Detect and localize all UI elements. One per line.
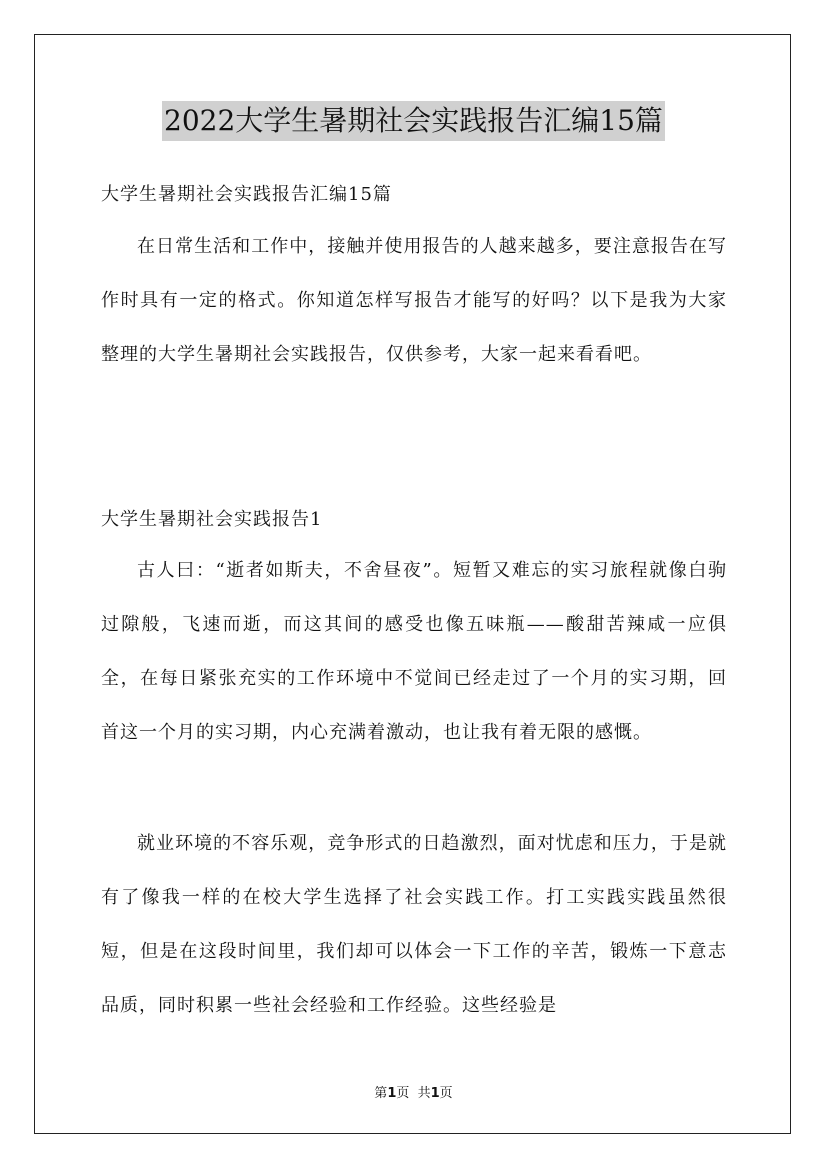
footer-prefix: 第	[374, 1086, 388, 1101]
footer-page-total: 1	[430, 1086, 440, 1101]
document-title: 2022大学生暑期社会实践报告汇编15篇	[162, 101, 665, 141]
section1-paragraph2: 就业环境的不容乐观，竞争形式的日趋激烈，面对忧虑和压力，于是就有了像我一样的在校大学生选择了社会实践工作。打工实践实践虽然很短，但是在这段时间里，我们却可以体会一下工作的辛苦，锻炼一下意志品质，同时积累一些社会经验和工作经验。这些经验是	[101, 833, 727, 1016]
page-footer	[0, 1082, 827, 1101]
section1-paragraph1-block	[101, 544, 727, 760]
intro-paragraph-block	[101, 220, 727, 382]
footer-mid: 页 共	[396, 1086, 431, 1101]
section1-paragraph2-block	[101, 817, 727, 1033]
footer-suffix: 页	[439, 1086, 453, 1101]
section1-heading: 大学生暑期社会实践报告1	[101, 509, 323, 530]
footer-page-current: 1	[387, 1086, 397, 1101]
intro-paragraph: 在日常生活和工作中，接触并使用报告的人越来越多，要注意报告在写作时具有一定的格式。你知道怎样写报告才能写的好吗？以下是我为大家整理的大学生暑期社会实践报告，仅供参考，大家一起来看看吧。	[101, 236, 727, 365]
title-container	[0, 101, 827, 141]
document-subtitle: 大学生暑期社会实践报告汇编15篇	[101, 184, 392, 205]
section1-paragraph1: 古人曰：“逝者如斯夫，不舍昼夜”。短暂又难忘的实习旅程就像白驹过隙般，飞速而逝，而这其间的感受也像五味瓶——酸甜苦辣咸一应俱全，在每日紧张充实的工作环境中不觉间已经走过了一个月的实习期，回首这一个月的实习期，内心充满着激动，也让我有着无限的感慨。	[101, 560, 727, 743]
